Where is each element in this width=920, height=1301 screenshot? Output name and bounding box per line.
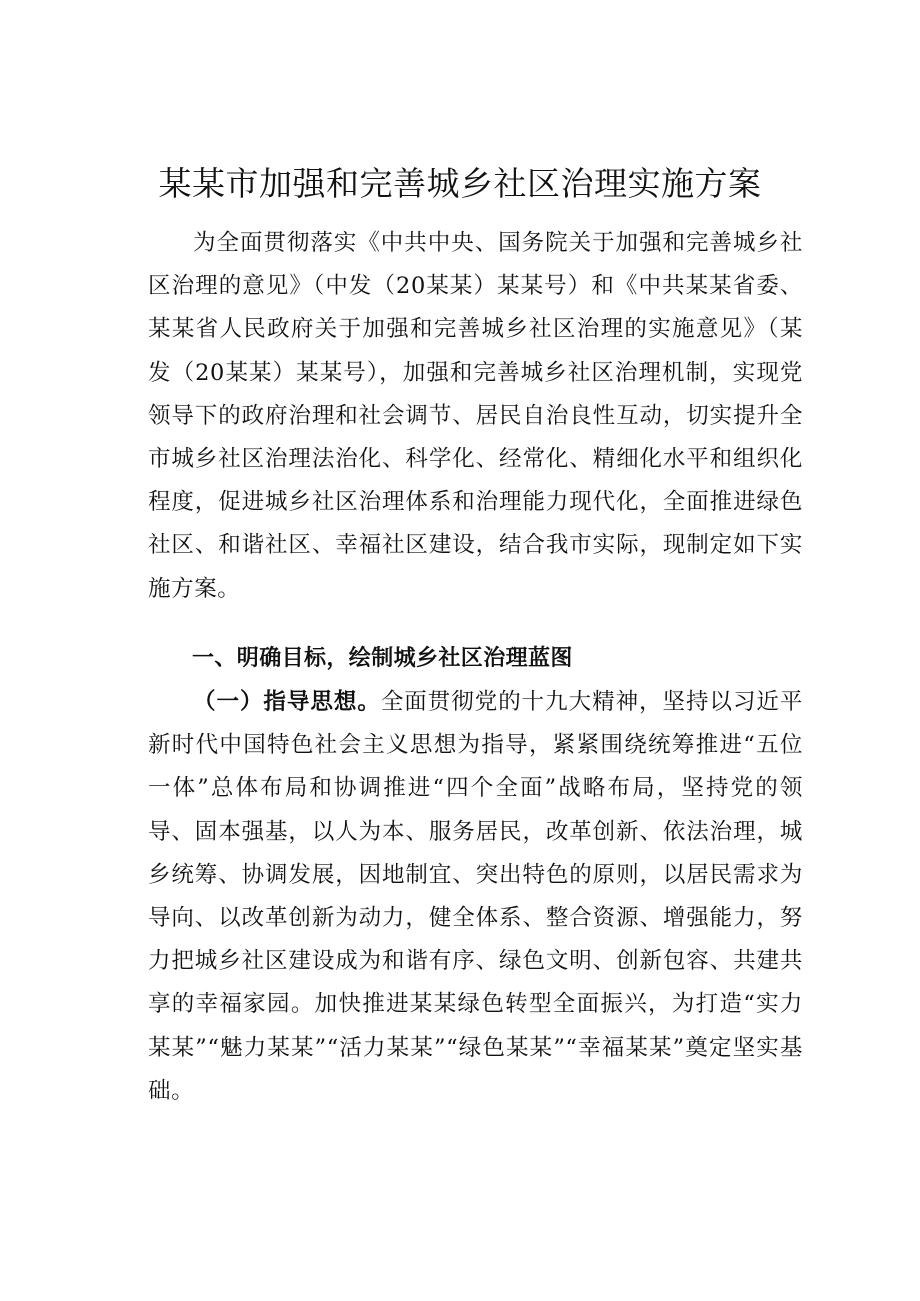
document-title: 某某市加强和完善城乡社区治理实施方案 <box>158 164 762 203</box>
subsection-lead: （一）指导思想。 <box>193 689 381 715</box>
section-heading: 一、明确目标，绘制城乡社区治理蓝图 <box>192 646 573 671</box>
subsection-body: 全面贯彻党的十九大精神，坚持以习近平新时代中国特色社会主义思想为指导，紧紧围绕统筹推进“五位一体”总体布局和协调推进“四个全面”战略布局，坚持党的领导、固本强基，以人为本、服务居民，改革创新、依法治理，城乡统筹、协调发展，因地制宜、突出特色的原则，以居民需求为导向、以改革创新为动力，健全体系、整合资源、增强能力，努力把城乡社区建设成为和谐有序、绿色文明、创新包容、共建共享的幸福家园。加快推进某某绿色转型全面振兴，为打造“实力某某”“魅力某某”“活力某某”“绿色某某”“幸福某某”奠定坚实基础。 <box>148 689 803 1104</box>
intro-paragraph: 为全面贯彻落实《中共中央、国务院关于加强和完善城乡社区治理的意见》（中发（20某某）某某号）和《中共某某省委、某某省人民政府关于加强和完善城乡社区治理的实施意见》（某发（20某某）某某号），加强和完善城乡社区治理机制，实现党领导下的政府治理和社会调节、居民自治良性互动，切实提升全市城乡社区治理法治化、科学化、经常化、精细化水平和组织化程度，促进城乡社区治理体系和治理能力现代化，全面推进绿色社区、和谐社区、幸福社区建设，结合我市实际，现制定如下实施方案。 <box>148 230 803 602</box>
guiding-ideology-paragraph <box>148 681 803 1113</box>
